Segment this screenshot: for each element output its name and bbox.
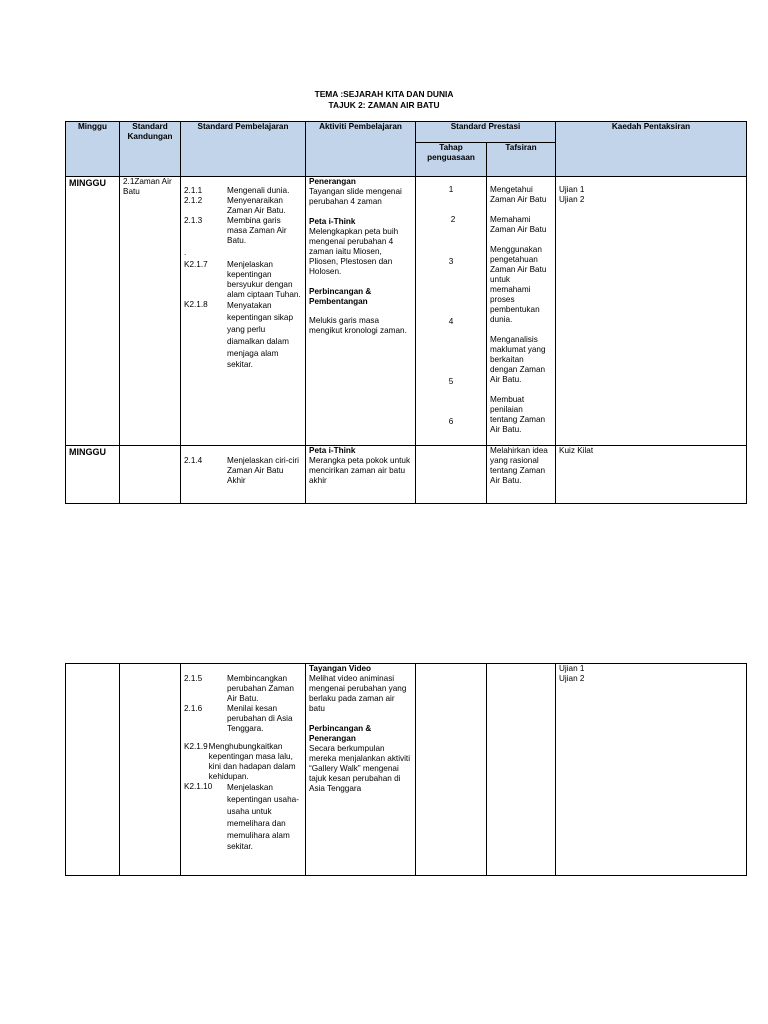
lesson-plan-table-continued [65,663,747,876]
tafsiran-item: Membuat penilaian tentang Zaman Air Batu. [490,395,546,434]
standard-kandungan-cell: 2.1Zaman Air Batu [120,177,181,446]
document-title [0,89,768,110]
tahap-level: 4 [448,317,454,326]
tahap-level: 5 [448,377,454,386]
std-item: 2.1.2 Menyenaraikan Zaman Air Batu. [184,196,286,215]
activity-text: Merangka peta pokok untuk mencirikan zaman air batu akhir [309,456,411,485]
header-tafsiran: Tafsiran [487,143,556,177]
std-item: 2.1.4 Menjelaskan ciri-ciri Zaman Air Batu Akhir [184,456,299,485]
kaedah-cell: Kuiz Kilat [556,446,747,504]
tahap-cell [416,664,487,876]
kaedah-item: Ujian 1 [559,664,585,673]
std-item: K2.1.10 Menjelaskan kepentingan usaha-usaha untuk memelihara dan memulihara alam sekitar. [184,782,299,852]
standard-pembelajaran-cell [181,446,306,504]
activity-block: Peta i-Think Melengkapkan peta buih mengenai perubahan 4 zaman iaitu Miosen, Pliosen, Plestosen dan Holosen. [309,217,399,276]
aktiviti-cell [306,446,416,504]
minggu-cell: MINGGU [66,177,120,446]
lesson-plan-table [65,121,747,504]
header-tahap-penguasaan: Tahap penguasaan [416,143,487,177]
title-line-2: TAJUK 2: ZAMAN AIR BATU [328,99,440,110]
tahap-level: 3 [448,257,454,266]
tafsiran-item: Menganalisis maklumat yang berkaitan dengan Zaman Air Batu. [490,335,546,384]
header-standard-prestasi: Standard Prestasi [416,122,556,143]
minggu-cell: MINGGU [66,446,120,504]
activity-block: Tayangan Video Melihat video animinasi mengenai perubahan yang berlaku pada zaman air batu [309,664,407,713]
standard-pembelajaran-cell [181,177,306,446]
kaedah-cell [556,177,747,446]
activity-block: Perbincangan & Penerangan Secara berkumpulan mereka menjalankan aktiviti “Gallery Walk” mengenai tajuk kesan perubahan di Asia Tenggara [309,724,411,793]
header-minggu: Minggu [66,122,120,177]
std-item: K2.1.9 Menghubungkaitkan kepentingan masa lalu, kini dan hadapan dalam kehidupan. [184,742,296,781]
std-item: K2.1.7 Menjelaskan kepentingan bersyukur dengan alam ciptaan Tuhan. [184,260,301,299]
tahap-cell [416,446,487,504]
std-item: 2.1.3 Membina garis masa Zaman Air Batu. [184,216,287,245]
activity-heading: Peta i-Think [309,446,356,455]
tahap-level: 1 [448,185,454,194]
kaedah-item: Ujian 1 [559,185,585,194]
tafsiran-item: Mengetahui Zaman Air Batu [490,185,547,204]
standard-kandungan-cell [120,664,181,876]
header-standard-kandungan: Standard Kandungan [120,122,181,177]
tahap-cell [416,177,487,446]
std-item: K2.1.8 Menyatakan kepentingan sikap yang perlu diamalkan dalam menjaga alam sekitar. [184,300,294,370]
tafsiran-item: Menggunakan pengetahuan Zaman Air Batu untuk memahami proses pembentukan dunia. [490,245,547,324]
header-standard-pembelajaran: Standard Pembelajaran [181,122,306,177]
title-line-1: TEMA :SEJARAH KITA DAN DUNIA [314,89,454,99]
tafsiran-cell [487,664,556,876]
header-kaedah-pentaksiran: Kaedah Pentaksiran [556,122,747,177]
tafsiran-cell: Melahirkan idea yang rasional tentang Zaman Air Batu. [487,446,556,504]
aktiviti-cell [306,177,416,446]
kaedah-item: Ujian 2 [559,195,585,204]
std-item: . [184,248,187,257]
kaedah-item: Ujian 2 [559,674,585,683]
std-item: 2.1.6 Menilai kesan perubahan di Asia Tenggara. [184,704,293,733]
tafsiran-cell [487,177,556,446]
standard-kandungan-cell [120,446,181,504]
tahap-level: 2 [450,215,456,224]
table-row [66,177,747,446]
kaedah-cell [556,664,747,876]
table-row [66,446,747,504]
activity-block: Penerangan Tayangan slide mengenai perubahan 4 zaman [309,177,402,206]
aktiviti-cell [306,664,416,876]
minggu-cell [66,664,120,876]
std-item: 2.1.1 Mengenali dunia. [184,186,290,195]
header-aktiviti-pembelajaran: Aktiviti Pembelajaran [306,122,416,177]
tahap-level: 6 [448,417,454,426]
standard-pembelajaran-cell [181,664,306,876]
tafsiran-item: Memahami Zaman Air Batu [490,215,547,234]
table-row [66,664,747,876]
std-item: 2.1.5 Membincangkan perubahan Zaman Air Batu. [184,674,294,703]
activity-block: Perbincangan & Pembentangan Melukis garis masa mengikut kronologi zaman. [309,287,407,335]
